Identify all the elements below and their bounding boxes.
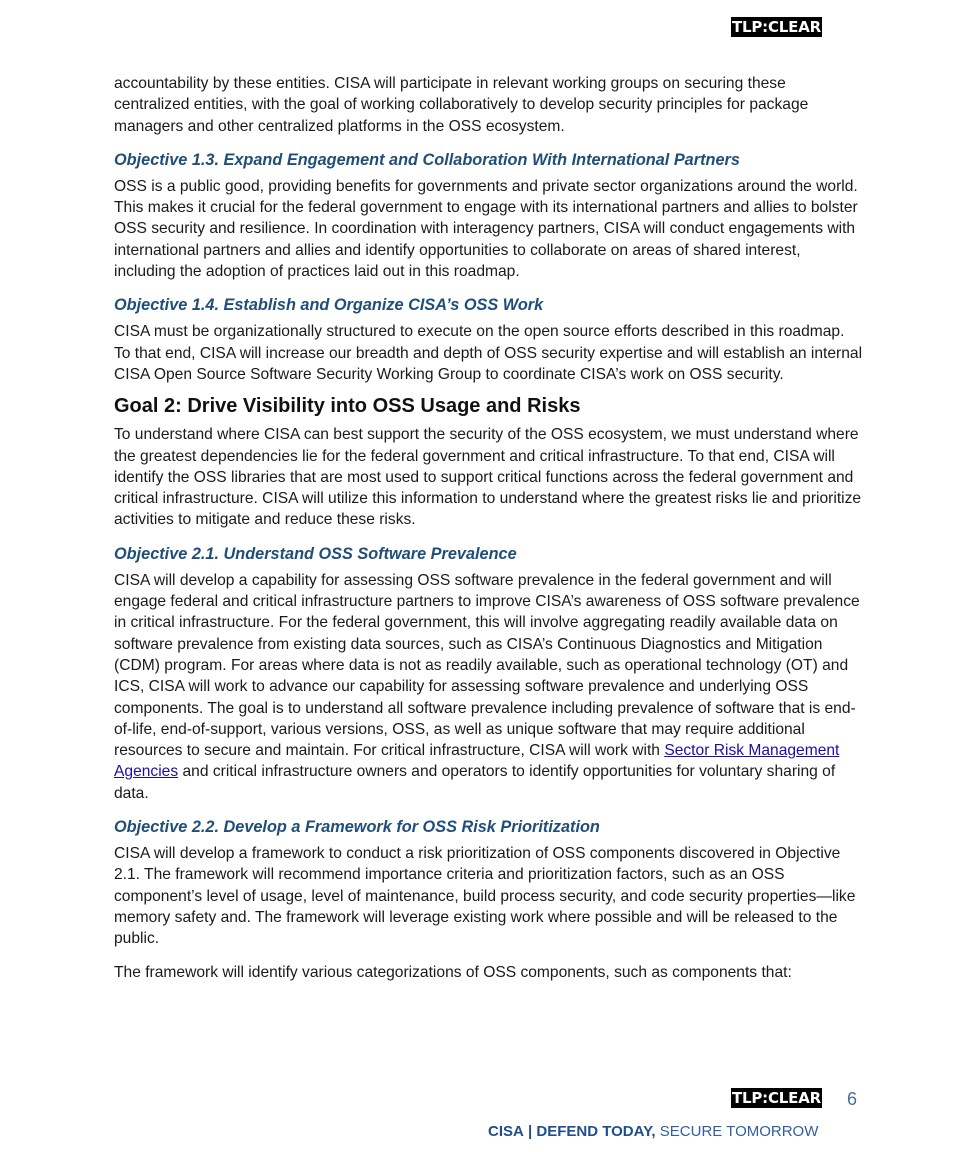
page-number: 6 — [847, 1089, 858, 1109]
objective-1-3-body: OSS is a public good, providing benefits for governments and private sector organizations around the world. This makes it crucial for the federal government to engage with its international partners and allies to bolster OSS security and resilience. In coordination with interagency partners, CISA will conduct engagements with international partners and allies and identify opportunities to collaborate on areas of shared interest, including the adoption of practices laid out in this roadmap. — [114, 177, 858, 281]
sector-risk-management-agencies-link[interactable]: Sector Risk Management Agencies — [114, 742, 840, 781]
footer-separator: | — [528, 1123, 533, 1140]
footer-tagline — [488, 1122, 828, 1142]
objective-2-2-body: CISA will develop a framework to conduct a risk prioritization of OSS components discovered in Objective 2.1. The framework will recommend importance criteria and prioritization factors, such as an OSS component’s level of usage, level of maintenance, build process security, and code security properties—like memory safety and. The framework will leverage existing work where possible and will be released to the public. — [114, 845, 856, 948]
objective-2-2-heading: Objective 2.2. Develop a Framework for OSS Risk Prioritization — [114, 818, 600, 837]
footer-tagline-bold: DEFEND TODAY, — [536, 1123, 656, 1140]
document-body — [114, 73, 864, 983]
objective-2-1-text-start: CISA will develop a capability for assessing OSS software prevalence in the federal government and will engage federal and critical infrastructure partners to improve CISA’s awareness of OSS software prevalence in critical infrastructure. For the federal government, this will involve aggregating readily available data on software prevalence from existing data sources, such as CISA’s Continuous Diagnostics and Mitigation (CDM) program. For areas where data is not as readily available, such as operational technology (OT) and ICS, CISA will work to advance our capability for assessing software prevalence and underlying OSS components. The goal is to understand all software prevalence including prevalence of software that is end-of-life, end-of-support, various versions, OSS, as well as unique software that may require additional resources to secure and maintain. For critical infrastructure, CISA will work with — [114, 571, 860, 760]
footer-tagline-light: SECURE TOMORROW — [659, 1123, 819, 1140]
goal-2-body: To understand where CISA can best support the security of the OSS ecosystem, we must understand where the greatest dependencies lie for the federal government and critical infrastructure. To that end, CISA will identify the OSS libraries that are most used to support critical functions across the federal government and critical infrastructure. CISA will utilize this information to understand where the greatest risks lie and prioritize activities to mitigate and reduce these risks. — [114, 426, 862, 529]
tlp-marking-top: TLP:CLEAR — [732, 18, 821, 36]
objective-2-1-body — [114, 570, 864, 804]
intro-paragraph: accountability by these entities. CISA will participate in relevant working groups on securing these centralized entities, with the goal of working collaboratively to develop security principles for package managers and other centralized platforms in the OSS ecosystem. — [114, 75, 809, 135]
tlp-marking-bottom: TLP:CLEAR — [732, 1089, 821, 1107]
goal-2-heading: Goal 2: Drive Visibility into OSS Usage and Risks — [114, 395, 581, 418]
objective-2-2-body-2: The framework will identify various categorizations of OSS components, such as components that: — [114, 963, 792, 981]
objective-2-1-text-end: and critical infrastructure owners and operators to identify opportunities for voluntary sharing of data. — [114, 763, 836, 802]
objective-1-4-heading: Objective 1.4. Establish and Organize CISA’s OSS Work — [114, 296, 544, 315]
objective-2-1-heading: Objective 2.1. Understand OSS Software Prevalence — [114, 544, 517, 563]
objective-1-3-heading: Objective 1.3. Expand Engagement and Collaboration With International Partners — [114, 150, 740, 169]
objective-1-4-body: CISA must be organizationally structured to execute on the open source efforts described in this roadmap. To that end, CISA will increase our breadth and depth of OSS security expertise and will establish an internal CISA Open Source Software Security Working Group to coordinate CISA’s work on OSS security. — [114, 323, 863, 383]
footer-org: CISA — [488, 1123, 524, 1140]
